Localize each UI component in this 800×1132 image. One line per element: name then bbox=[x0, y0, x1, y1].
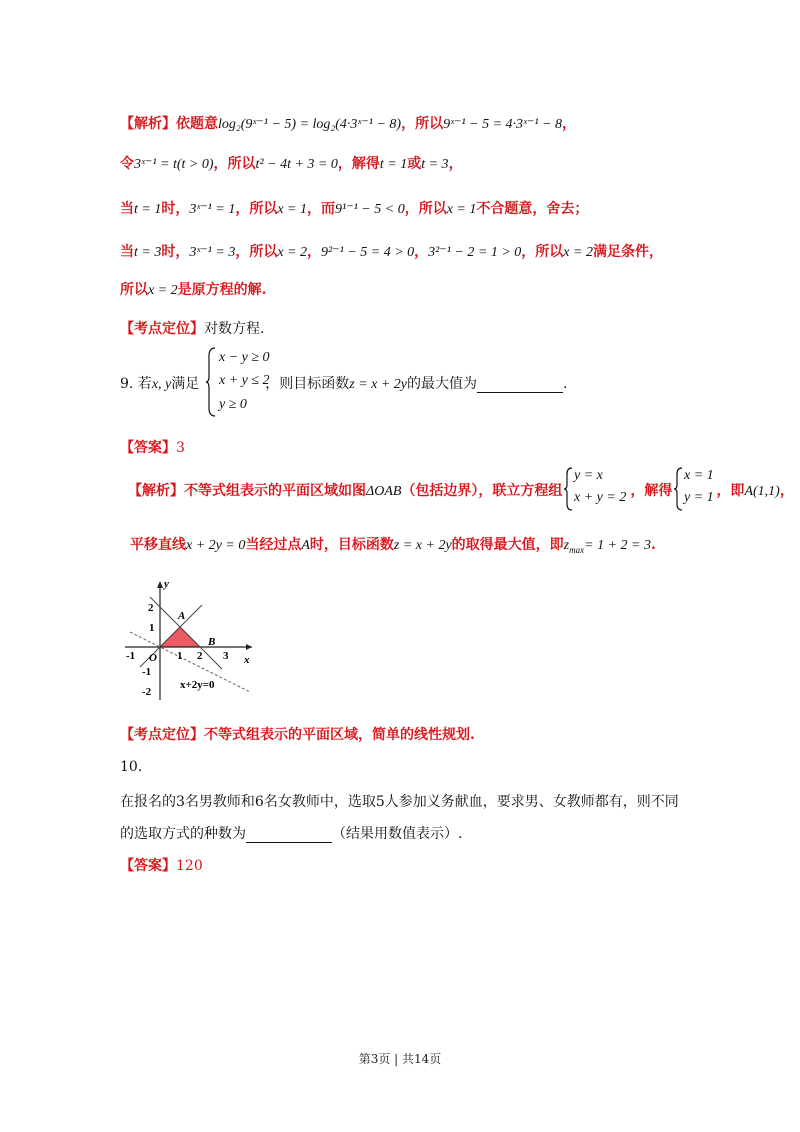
solution-1: x = 1 bbox=[684, 468, 714, 483]
equation: 3ˣ⁻¹ = t(t > 0) bbox=[134, 157, 214, 172]
text: ，解得 bbox=[630, 483, 673, 499]
question-number: 10. bbox=[120, 759, 143, 775]
solution-2: y = 1 bbox=[684, 490, 714, 505]
x-tick-label: -1 bbox=[126, 650, 136, 662]
text: 时， bbox=[161, 244, 190, 260]
y-axis-arrow-icon bbox=[157, 581, 163, 588]
text: . bbox=[650, 537, 656, 553]
x-tick-label: 3 bbox=[223, 650, 229, 662]
equation-1: y = x bbox=[574, 468, 603, 483]
text: 所以 bbox=[120, 282, 148, 298]
answer-blank bbox=[477, 378, 563, 393]
text: 或 bbox=[407, 156, 422, 172]
answer-tag: 【答案】 bbox=[120, 440, 176, 456]
feasible-region-triangle bbox=[160, 627, 200, 647]
q9-point bbox=[120, 724, 475, 744]
constraint-1: x − y ≥ 0 bbox=[219, 350, 270, 365]
text: ，则目标函数 bbox=[265, 376, 350, 392]
text: ，所以 bbox=[213, 156, 256, 172]
text: 是原方程的解. bbox=[177, 282, 267, 298]
y-tick-label: -1 bbox=[142, 666, 152, 678]
line-label: x+2y=0 bbox=[180, 679, 215, 691]
equation: log₂(9ˣ⁻¹ − 5) = log₂(4·3ˣ⁻¹ − 8) bbox=[218, 117, 402, 132]
equation: x = 2 bbox=[277, 245, 308, 260]
equation-2: x + y = 2 bbox=[574, 490, 627, 505]
equation: A(1,1) bbox=[744, 484, 780, 499]
equation: 3ˣ⁻¹ = 3 bbox=[189, 245, 236, 260]
equation: z = x + 2y bbox=[393, 538, 452, 553]
equation-subscript: max bbox=[569, 544, 585, 555]
equation: t² − 4t + 3 = 0 bbox=[255, 157, 338, 172]
x-tick-label: 1 bbox=[177, 650, 183, 662]
x-axis-arrow-icon bbox=[246, 644, 252, 650]
text: 满足 bbox=[171, 376, 200, 392]
equation: z = x + 2y bbox=[349, 377, 408, 392]
text: 平移直线 bbox=[130, 537, 186, 553]
q10-line-1 bbox=[120, 791, 679, 811]
point-a-label: A bbox=[178, 610, 186, 622]
q8-analysis-line-1 bbox=[120, 113, 576, 133]
text: （包括边界），联立方程组 bbox=[401, 483, 563, 499]
text: 的取得最大值，即 bbox=[451, 537, 564, 553]
q8-analysis-line-3 bbox=[120, 198, 588, 218]
constraint-3: y ≥ 0 bbox=[219, 397, 247, 412]
text: ， bbox=[562, 116, 577, 132]
q8-analysis-line-4 bbox=[120, 241, 663, 261]
equation: z bbox=[563, 538, 570, 553]
x-tick-label: 2 bbox=[197, 650, 203, 662]
text: ，而 bbox=[307, 201, 336, 217]
text: ， bbox=[448, 156, 463, 172]
q8-point bbox=[120, 318, 264, 338]
text: 满足条件， bbox=[592, 244, 663, 260]
y-axis-label: y bbox=[164, 578, 169, 590]
page-footer: 第3页 | 共14页 bbox=[358, 1052, 442, 1066]
text: ，所以 bbox=[235, 201, 278, 217]
equation: x = 2 bbox=[563, 245, 593, 260]
equation: x = 1 bbox=[446, 202, 477, 217]
q10-line-2 bbox=[120, 823, 462, 843]
text: . bbox=[563, 376, 568, 392]
q9-equation-system bbox=[563, 466, 627, 512]
q9-solution-system bbox=[673, 466, 717, 512]
line-x-plus-y-eq-2 bbox=[150, 597, 222, 669]
q10-answer bbox=[120, 855, 203, 875]
q9-analysis-line-2 bbox=[130, 534, 656, 555]
question-text: 的选取方式的种数为 bbox=[120, 826, 246, 842]
text: 当经过点 bbox=[245, 537, 302, 553]
equation: t = 3 bbox=[421, 157, 449, 172]
question-text: 在报名的3名男教师和6名女教师中，选取5人参加义务献血，要求男、女教师都有，则不同 bbox=[120, 794, 679, 810]
q8-analysis-line-2 bbox=[120, 153, 463, 173]
point-b-label: B bbox=[208, 636, 216, 648]
text: 当 bbox=[120, 201, 134, 217]
text: 不合题意，舍去； bbox=[476, 201, 589, 217]
text: 不等式组表示的平面区域如图 bbox=[184, 483, 366, 499]
point-text: 对数方程. bbox=[204, 321, 265, 337]
y-tick-label: 1 bbox=[149, 622, 155, 634]
text: ，解得 bbox=[337, 156, 380, 172]
equation: = 1 + 2 = 3 bbox=[584, 538, 651, 553]
answer-tag: 【答案】 bbox=[120, 858, 176, 874]
equation: x, y bbox=[151, 377, 172, 392]
analysis-tag: 【解析】 bbox=[120, 116, 176, 132]
answer-value: 120 bbox=[176, 858, 203, 874]
equation: t = 3 bbox=[134, 245, 162, 260]
text: ， bbox=[307, 244, 322, 260]
text: ， bbox=[414, 244, 429, 260]
text: 令 bbox=[120, 156, 134, 172]
text: 的最大值为 bbox=[407, 376, 478, 392]
text: ， bbox=[779, 483, 794, 499]
point-text: 不等式组表示的平面区域，简单的线性规划. bbox=[204, 727, 475, 743]
y-tick-label: 2 bbox=[148, 602, 154, 614]
text: 依题意 bbox=[176, 116, 218, 132]
answer-blank bbox=[246, 828, 332, 843]
text: ，所以 bbox=[404, 201, 447, 217]
point-tag: 【考点定位】 bbox=[120, 321, 204, 337]
text: 当 bbox=[120, 244, 134, 260]
text: 时，目标函数 bbox=[309, 537, 394, 553]
equation: 3ˣ⁻¹ = 1 bbox=[189, 202, 236, 217]
feasible-region-graph bbox=[120, 575, 260, 705]
brace-icon bbox=[563, 466, 573, 512]
q9-answer bbox=[120, 437, 185, 457]
equation: x + 2y = 0 bbox=[186, 538, 246, 553]
equation: 3²⁻¹ − 2 = 1 > 0 bbox=[428, 245, 522, 260]
text: 时， bbox=[161, 201, 190, 217]
equation: 9²⁻¹ − 5 = 4 > 0 bbox=[321, 245, 415, 260]
point-tag: 【考点定位】 bbox=[120, 727, 204, 743]
origin-label: O bbox=[149, 652, 157, 664]
analysis-tag: 【解析】 bbox=[128, 483, 184, 499]
q9-question bbox=[120, 373, 567, 393]
equation: x = 1 bbox=[277, 202, 308, 217]
question-number: 9. 若 bbox=[120, 376, 152, 392]
q10-number bbox=[120, 759, 142, 775]
equation: x = 2 bbox=[148, 283, 178, 298]
constraint-2: x + y ≤ 2 bbox=[219, 373, 270, 388]
brace-icon bbox=[673, 466, 683, 512]
text: ，所以 bbox=[401, 116, 444, 132]
y-tick-label: -2 bbox=[142, 686, 152, 698]
equation: t = 1 bbox=[379, 157, 408, 172]
equation: t = 1 bbox=[134, 202, 162, 217]
text: ，所以 bbox=[521, 244, 564, 260]
text: ，所以 bbox=[235, 244, 278, 260]
answer-value: 3 bbox=[176, 440, 185, 456]
brace-icon bbox=[205, 346, 217, 418]
text: ，即 bbox=[716, 483, 745, 499]
x-axis-label: x bbox=[244, 654, 250, 666]
q8-analysis-line-5 bbox=[120, 279, 267, 299]
equation: A bbox=[301, 538, 310, 553]
equation: ΔOAB bbox=[366, 484, 402, 499]
equation: 9ˣ⁻¹ − 5 = 4·3ˣ⁻¹ − 8 bbox=[443, 117, 563, 132]
question-text: （结果用数值表示）. bbox=[332, 826, 463, 842]
equation: 9¹⁻¹ − 5 < 0 bbox=[335, 202, 405, 217]
q9-constraint-system bbox=[205, 346, 275, 420]
